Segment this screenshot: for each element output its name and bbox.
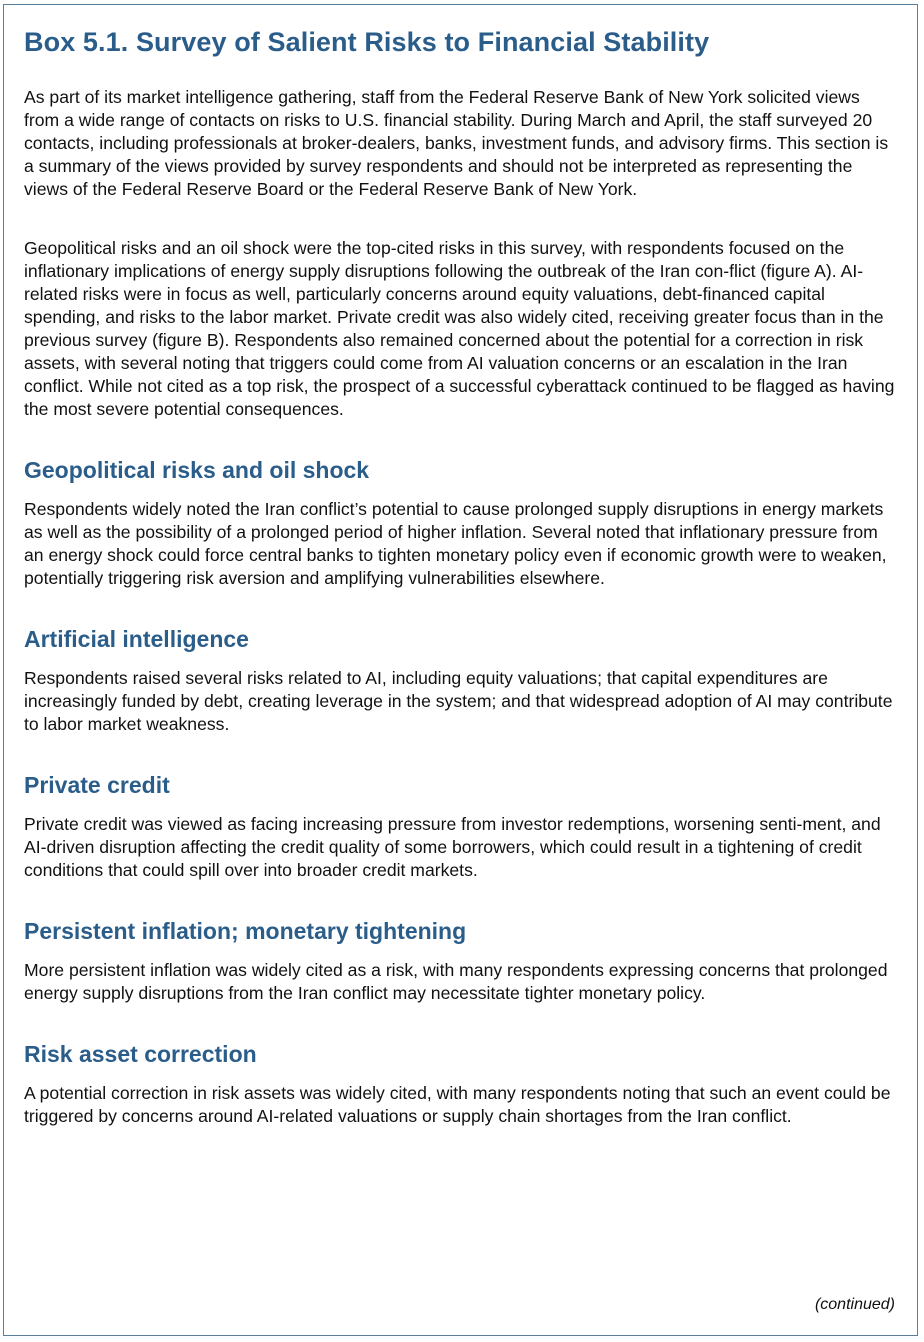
section-text: A potential correction in risk assets was widely cited, with many respondents noting that such an event could be triggered by concerns around AI-related valuations or supply chain shortages from the Iran conflict. [24, 1083, 891, 1126]
continued-label: (continued) [814, 1296, 895, 1313]
section-private-credit [24, 772, 895, 882]
section-heading: Artificial intelligence [24, 626, 249, 652]
section-heading: Persistent inflation; monetary tightening [24, 918, 467, 944]
section-heading: Geopolitical risks and oil shock [24, 457, 370, 483]
intro-paragraph-2: Geopolitical risks and an oil shock were the top-cited risks in this survey, with respondents focused on the inflationary implications of energy supply disruptions following the outbreak of the Iran con-flict (figure A). AI-related risks were in focus as well, particularly concerns around equity valuations, debt-financed capital spending, and risks to the labor market. Private credit was also widely cited, receiving greater focus than in the previous survey (figure B). Respondents also remained concerned about the potential for a correction in risk assets, with several noting that triggers could come from AI valuation concerns or an escalation in the Iran conflict. While not cited as a top risk, the prospect of a successful cyberattack continued to be flagged as having the most severe potential consequences. [24, 238, 895, 419]
section-risk-asset-correction [24, 1041, 895, 1128]
section-geopolitical [24, 457, 895, 590]
section-text: Respondents raised several risks related to AI, including equity valuations; that capital expenditures are increasingly funded by debt, creating leverage in the system; and that widespread adoption of AI may contribute to labor market weakness. [24, 668, 893, 734]
section-text: More persistent inflation was widely cited as a risk, with many respondents expressing concerns that prolonged energy supply disruptions from the Iran conflict may necessitate tighter monetary policy. [24, 960, 888, 1003]
section-heading: Risk asset correction [24, 1041, 257, 1067]
intro-paragraph-1: As part of its market intelligence gathering, staff from the Federal Reserve Bank of New York solicited views from a wide range of contacts on risks to U.S. financial stability. During March and April, the staff surveyed 20 contacts, including professionals at broker-dealers, banks, investment funds, and advisory firms. This section is a summary of the views provided by survey respondents and should not be interpreted as representing the views of the Federal Reserve Board or the Federal Reserve Bank of New York. [24, 87, 889, 199]
section-heading: Private credit [24, 772, 170, 798]
survey-box [3, 4, 918, 1336]
box-title: Box 5.1. Survey of Salient Risks to Financial Stability [24, 27, 710, 57]
section-text: Respondents widely noted the Iran conflict’s potential to cause prolonged supply disruptions in energy markets as well as the possibility of a prolonged period of higher inflation. Several noted that inflationary pressure from an energy shock could force central banks to tighten monetary policy even if economic growth were to weaken, potentially triggering risk aversion and amplifying vulnerabilities elsewhere. [24, 499, 887, 588]
section-text: Private credit was viewed as facing increasing pressure from investor redemptions, worsening senti-ment, and AI-driven disruption affecting the credit quality of some borrowers, which could result in a tightening of credit conditions that could spill over into broader credit markets. [24, 814, 881, 880]
section-artificial-intelligence [24, 626, 895, 736]
section-persistent-inflation [24, 918, 895, 1005]
